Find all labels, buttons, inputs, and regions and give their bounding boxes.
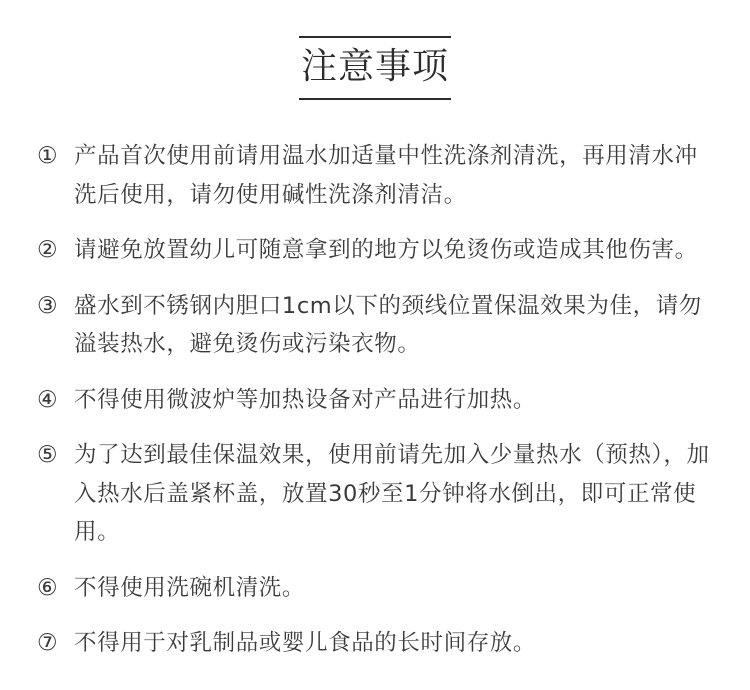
- item-text: 盛水到不锈钢内胆口1cm以下的颈线位置保温效果为佳，请勿溢装热水，避免烫伤或污染衣物。: [74, 292, 702, 357]
- list-item: [0, 287, 750, 364]
- list-item: [0, 381, 750, 420]
- item-text: 不得使用微波炉等加热设备对产品进行加热。: [74, 386, 537, 413]
- item-number: ⑦: [37, 630, 59, 656]
- item-text: 不得使用洗碗机清洗。: [74, 574, 306, 601]
- precautions-list: [0, 137, 750, 680]
- item-number: ⑤: [37, 442, 59, 468]
- list-item: [0, 137, 750, 214]
- title-container: [0, 36, 750, 100]
- item-number: ⑥: [37, 574, 59, 601]
- item-number: ①: [37, 143, 59, 169]
- item-number: ②: [37, 237, 59, 263]
- item-text: 为了达到最佳保温效果，使用前请先加入少量热水（预热），加入热水后盖紧杯盖，放置30秒至1分钟将水倒出，即可正常使用。: [74, 442, 710, 545]
- item-text: 不得用于对乳制品或婴儿食品的长时间存放。: [74, 630, 537, 656]
- item-text: 产品首次使用前请用温水加适量中性洗涤剂清洗，再用清水冲洗后使用，请勿使用碱性洗涤剂清洁。: [74, 143, 698, 208]
- list-item: [0, 436, 750, 552]
- page-title: 注意事项: [299, 36, 451, 100]
- list-item: [0, 231, 750, 270]
- list-item: [0, 569, 750, 608]
- item-text: 请避免放置幼儿可随意拿到的地方以免烫伤或造成其他伤害。: [74, 237, 698, 263]
- item-number: ③: [37, 292, 59, 319]
- list-item: [0, 624, 750, 663]
- item-number: ④: [37, 386, 59, 413]
